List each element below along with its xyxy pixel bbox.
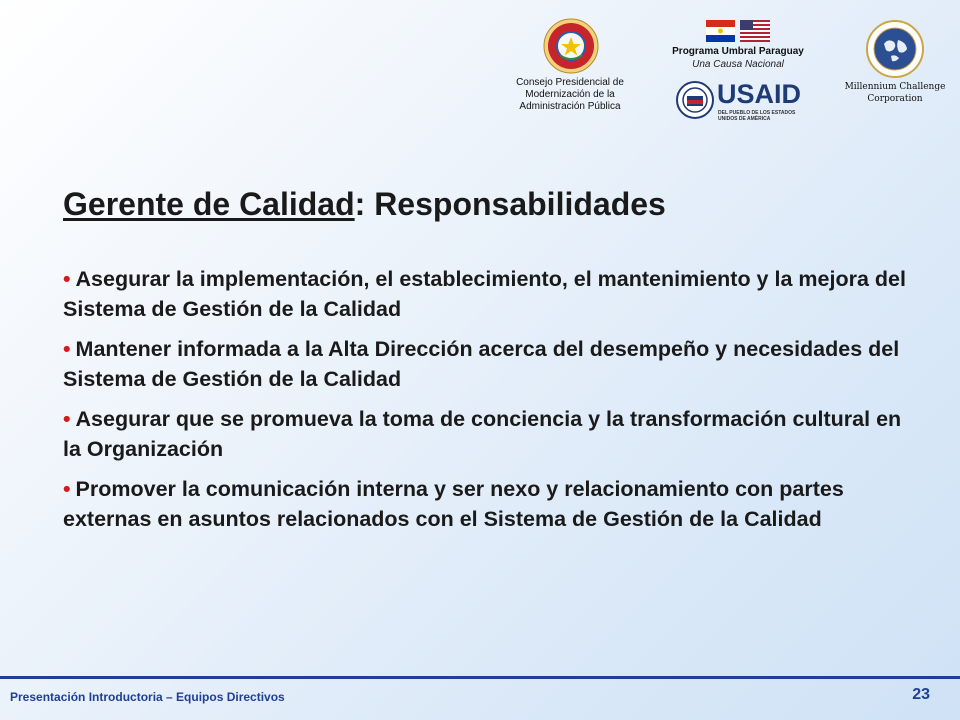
slide-title-rest: : Responsabilidades — [354, 186, 666, 222]
bullet-dot-icon: • — [63, 337, 71, 361]
slide-header — [0, 0, 960, 130]
footer-divider — [0, 676, 960, 679]
bullet-dot-icon: • — [63, 407, 71, 431]
usaid-wordmark: USAID — [717, 79, 802, 109]
mcc-globe-icon — [866, 20, 924, 78]
bullet-item: • Asegurar la implementación, el establecimiento, el mantenimiento y la mejora del Sistema de Gestión de la Calidad — [63, 267, 906, 321]
bullet-item: • Mantener informada a la Alta Dirección acerca del desempeño y necesidades del Sistema de Gestión de la Calidad — [63, 337, 900, 391]
bullet-dot-icon: • — [63, 267, 71, 291]
consejo-presidencial-label: Consejo Presidencial de Modernización de la Administración Pública — [516, 77, 624, 112]
programa-subtitle: Una Causa Nacional — [692, 59, 784, 70]
paraguay-seal-icon — [543, 18, 599, 74]
slide-title-underlined: Gerente de Calidad — [63, 186, 355, 222]
bullet-item: • Asegurar que se promueva la toma de conciencia y la transformación cultural en la Organización — [63, 407, 902, 461]
usaid-seal-icon — [676, 81, 714, 119]
responsibilities-list — [63, 264, 908, 544]
bullet-item: • Promover la comunicación interna y ser nexo y relacionamiento con partes externas en asuntos relacionados con el Sistema de Gestión de la Calidad — [63, 477, 844, 531]
footer-text: Presentación Introductoria – Equipos Directivos — [10, 690, 285, 704]
slide-title — [63, 186, 666, 223]
bullet-dot-icon: • — [63, 477, 71, 501]
paraguay-usa-flags-icon — [706, 20, 770, 42]
page-number: 23 — [912, 686, 930, 703]
mcc-label: Millennium Challenge Corporation — [844, 82, 946, 104]
usaid-tagline: DEL PUEBLO DE LOS ESTADOS UNIDOS DE AMÉRICA — [718, 110, 796, 122]
programa-title: Programa Umbral Paraguay — [672, 46, 804, 57]
